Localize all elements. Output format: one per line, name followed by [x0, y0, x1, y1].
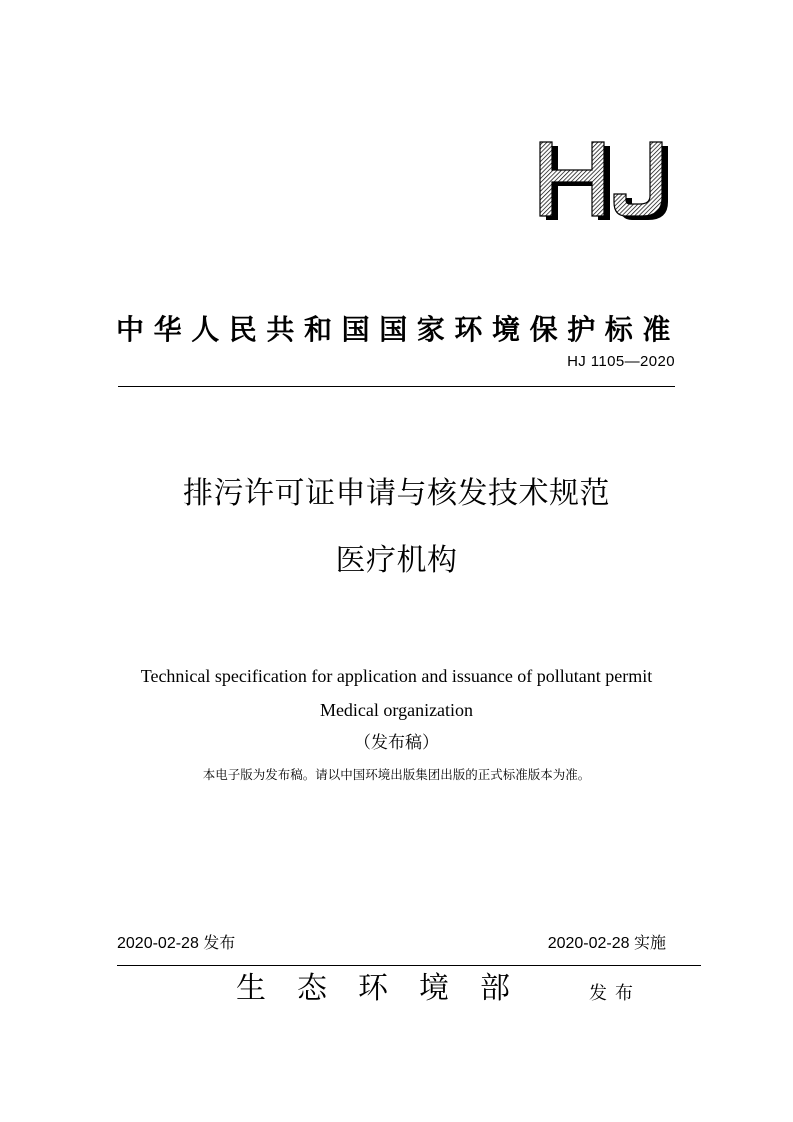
standard-code: HJ 1105—2020 — [567, 353, 675, 370]
english-title-line2: Medical organization — [319, 700, 474, 720]
issue-date — [117, 932, 235, 955]
issue-date-value: 2020-02-28 — [117, 935, 199, 952]
footer-divider — [117, 965, 701, 966]
document-title-line2: 医疗机构 — [335, 543, 458, 578]
implementation-date-value: 2020-02-28 — [547, 935, 630, 952]
draft-label: （发布稿） — [354, 733, 439, 753]
hj-logo-graphic — [536, 140, 676, 222]
document-title-line1: 排污许可证申请与核发技术规范 — [183, 476, 610, 511]
hj-logo — [536, 140, 676, 222]
issuer-suffix: 发布 — [589, 983, 641, 1004]
english-title-line1: Technical specification for application and issuance of pollutant permit — [140, 666, 653, 686]
issue-date-label: 发布 — [203, 933, 236, 952]
implementation-date-label: 实施 — [633, 933, 666, 952]
edition-notice: 本电子版为发布稿。请以中国环境出版集团出版的正式标准版本为准。 — [202, 767, 591, 782]
implementation-date — [548, 932, 666, 955]
issuer-name: 生态环境部 — [236, 971, 541, 1006]
header-divider — [118, 386, 675, 387]
standard-series-title: 中华人民共和国国家环境保护标准 — [116, 313, 681, 346]
